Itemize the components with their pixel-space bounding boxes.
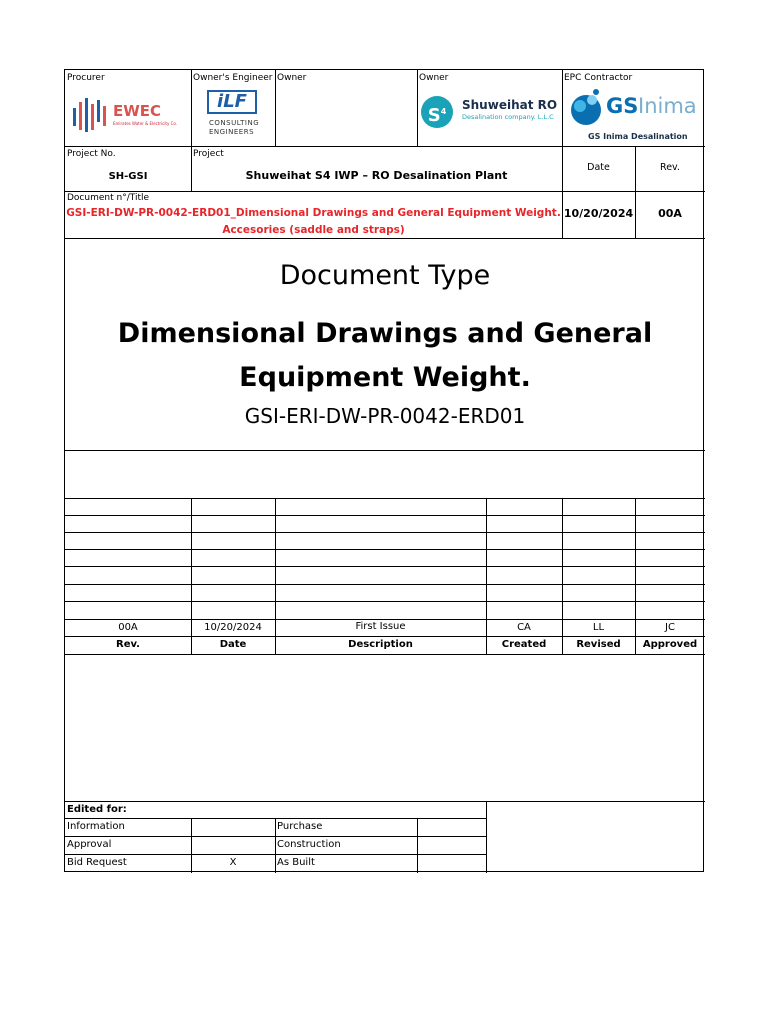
gs-inima-caption: GS Inima Desalination <box>588 132 688 141</box>
ewec-bars-icon <box>71 94 111 134</box>
ilf-logo-sub1: CONSULTING <box>209 119 260 127</box>
edited-for-as-built: As Built <box>277 857 315 868</box>
epc-contractor-label: EPC Contractor <box>564 73 633 83</box>
project-label: Project <box>193 149 224 159</box>
revision-created: CA <box>517 622 531 633</box>
rev-label: Rev. <box>660 162 680 173</box>
edited-for-purchase: Purchase <box>277 821 323 832</box>
project-name: Shuweihat S4 IWP – RO Desalination Plant <box>245 169 508 182</box>
revision-rev: 00A <box>118 622 138 633</box>
date-label: Date <box>587 162 610 173</box>
revision-header-approved: Approved <box>642 639 698 650</box>
gs-logo-text-light: Inima <box>638 94 697 118</box>
divider <box>65 584 705 585</box>
project-number: SH-GSI <box>108 171 148 182</box>
main-title-line2: Equipment Weight. <box>239 362 531 393</box>
divider <box>65 532 705 533</box>
revision-header-revised: Revised <box>576 639 621 650</box>
divider <box>65 601 705 602</box>
divider <box>65 654 705 655</box>
owners-engineer-label: Owner's Engineer <box>193 73 273 83</box>
divider <box>65 636 705 637</box>
gs-logo-text-bold: GS <box>606 94 639 118</box>
shuweihat-badge-letter: S <box>427 105 441 126</box>
revision-header-date: Date <box>219 639 247 650</box>
divider <box>65 191 705 192</box>
ewec-logo <box>71 94 187 136</box>
document-type-heading: Document Type <box>279 260 491 291</box>
shuweihat-badge-icon <box>421 96 453 128</box>
divider <box>486 801 487 873</box>
revision-description: First Issue <box>355 621 406 632</box>
document-cover-sheet <box>64 69 704 872</box>
divider <box>275 70 276 146</box>
ilf-logo <box>205 90 265 142</box>
document-date: 10/20/2024 <box>563 207 634 220</box>
shuweihat-logo <box>420 94 560 130</box>
ewec-logo-text: EWEC <box>113 102 162 120</box>
divider <box>417 818 418 873</box>
edited-for-bid-request: Bid Request <box>67 857 127 868</box>
ilf-logo-sub2: ENGINEERS <box>209 128 255 136</box>
main-title-line1: Dimensional Drawings and General <box>117 318 653 349</box>
document-code: GSI-ERI-DW-PR-0042-ERD01 <box>244 404 526 428</box>
divider <box>65 619 705 620</box>
procurer-label: Procurer <box>67 73 105 83</box>
revision-revised: LL <box>592 622 605 633</box>
divider <box>417 70 418 146</box>
divider <box>65 801 705 802</box>
divider <box>65 549 705 550</box>
revision-header-description: Description <box>348 639 413 650</box>
ilf-logo-text: iLF <box>207 90 257 114</box>
revision-header-rev: Rev. <box>116 639 140 650</box>
revision-header-created: Created <box>501 639 547 650</box>
revision-date: 10/20/2024 <box>204 622 262 633</box>
gs-inima-logo <box>566 88 703 144</box>
divider <box>65 566 705 567</box>
shuweihat-logo-subtext: Desalination company. L.L.C <box>462 113 554 121</box>
document-rev: 00A <box>658 207 682 220</box>
shuweihat-badge-sup: 4 <box>440 107 447 116</box>
edited-for-approval: Approval <box>67 839 112 850</box>
shuweihat-logo-text: Shuweihat RO <box>462 98 558 112</box>
divider <box>65 238 705 239</box>
document-title-label: Document n°/Title <box>67 193 150 203</box>
document-title-line2: Accesories (saddle and straps) <box>222 224 405 236</box>
owner-label-2: Owner <box>419 73 449 83</box>
gs-inima-drop-icon <box>568 88 604 128</box>
divider <box>635 146 636 238</box>
edited-for-label: Edited for: <box>67 804 127 815</box>
divider <box>65 515 705 516</box>
edited-for-bid-request-mark[interactable]: X <box>229 857 237 868</box>
owner-label: Owner <box>277 73 307 83</box>
divider <box>275 818 276 873</box>
divider <box>191 70 192 146</box>
divider <box>65 498 705 499</box>
divider <box>65 450 705 451</box>
document-title-line1: GSI-ERI-DW-PR-0042-ERD01_Dimensional Drawings and General Equipment Weight. <box>66 207 561 219</box>
ewec-logo-subtext: Emirates Water & Electricity Co. <box>113 121 178 126</box>
edited-for-information: Information <box>67 821 125 832</box>
revision-approved: JC <box>665 622 675 633</box>
edited-for-construction: Construction <box>277 839 341 850</box>
project-no-label: Project No. <box>67 149 116 159</box>
divider <box>65 146 705 147</box>
